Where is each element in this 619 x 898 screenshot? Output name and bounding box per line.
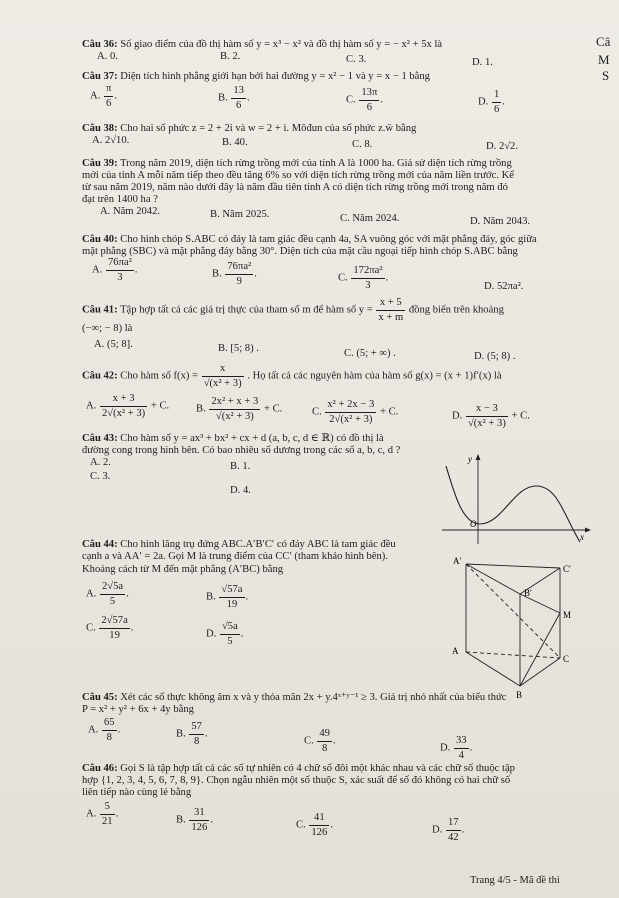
q42-option-c: C. $\frac{\text{x² + 2x − 3}}{\text{2√(x² + 3)}}$ + C. bbox=[312, 399, 399, 425]
q40-option-b: B. $\frac{\text{76πa²}}{9}$ . bbox=[212, 261, 257, 287]
q43-line-1: Câu 43: Cho hàm số y = ax³ + bx² + cx + d (a, b, c, d ∈ ℝ) có đồ thị là bbox=[82, 433, 384, 444]
q38-option-c: C. 8. bbox=[352, 139, 373, 150]
q41-line-2: (−∞; − 8) là bbox=[82, 323, 133, 334]
q46-line-3: liên tiếp nào cùng lẻ bằng bbox=[82, 787, 192, 798]
q42-option-b: B. $\frac{\text{2x² + x + 3}}{\text{√(x² + 3)}}$ + C. bbox=[196, 396, 283, 422]
q46-option-d: D. $\frac{17}{42}$ . bbox=[432, 817, 465, 843]
q37-text: Diện tích hình phẳng giới hạn bởi hai đường y = x² − 1 và y = x − 1 bằng bbox=[120, 71, 430, 82]
q37-stem bbox=[82, 70, 430, 84]
q43-line-2: đường cong trong hình bên. Có bao nhiêu số dương trong các số a, b, c, d ? bbox=[82, 445, 401, 456]
y-axis-label: y bbox=[468, 454, 472, 464]
q36-option-b: B. 2. bbox=[220, 51, 241, 62]
q37-option-d: D. $\frac{1}{6}$ . bbox=[478, 89, 505, 115]
q37-option-b: B. $\frac{13}{6}$ . bbox=[218, 85, 250, 111]
q41-label: Câu 41: bbox=[82, 304, 118, 316]
q41-option-d: D. (5; 8) . bbox=[474, 351, 516, 362]
q39-option-c: C. Năm 2024. bbox=[340, 213, 400, 224]
q39-line-4: đạt trên 1400 ha ? bbox=[82, 194, 158, 205]
q42-label: Câu 42: bbox=[82, 370, 118, 382]
q45-option-c: C. $\frac{49}{8}$ . bbox=[304, 728, 336, 754]
q39-option-a: A. Năm 2042. bbox=[100, 206, 161, 217]
q36-text: Số giao điểm của đồ thị hàm số y = x³ − x² và đồ thị hàm số y = − x² + 5x là bbox=[120, 39, 443, 50]
q44-label: Câu 44: bbox=[82, 539, 118, 550]
q40-line-2: mặt phẳng (SBC) và mặt phẳng đáy bằng 30°. Diện tích của mặt cầu ngoại tiếp hình chóp S.ABC bằng bbox=[82, 246, 518, 257]
label-a1: A′ bbox=[453, 556, 462, 566]
q45-line-2: P = x² + y² + 6x + 4y bằng bbox=[82, 704, 194, 715]
q41-option-b: B. [5; 8) . bbox=[218, 343, 259, 354]
q38-label: Câu 38: bbox=[82, 123, 118, 134]
edge-a1-b1 bbox=[466, 564, 520, 594]
q46-option-b: B. $\frac{31}{126}$ . bbox=[176, 807, 213, 833]
q40-option-d: D. 52πa². bbox=[484, 281, 524, 292]
q41-option-a: A. (5; 8]. bbox=[94, 339, 133, 350]
label-b1: B′ bbox=[524, 588, 532, 598]
q45-label: Câu 45: bbox=[82, 692, 118, 703]
label-m: M bbox=[563, 610, 572, 620]
q40-option-c: C. $\frac{\text{172πa²}}{3}$ . bbox=[338, 265, 389, 291]
q40-option-a: A. $\frac{\text{76πa²}}{3}$ . bbox=[92, 257, 138, 283]
q43-option-d: D. 4. bbox=[230, 485, 251, 496]
x-axis-arrow bbox=[585, 528, 591, 533]
q36-label: Câu 36: bbox=[82, 39, 118, 50]
margin-text-3: S bbox=[602, 68, 610, 83]
q44-prism-figure bbox=[448, 552, 578, 700]
label-b: B bbox=[516, 690, 523, 700]
q44-line-3: Khoảng cách từ M đến mặt phẳng (A′BC) bằng bbox=[82, 564, 284, 575]
origin-label: O bbox=[470, 519, 477, 529]
q45-line-1: Câu 45: Xét các số thực không âm x và y thỏa mãn 2x + y.4ˣ⁺ʸ⁻¹ ≥ 3. Giá trị nhỏ nhất của biểu thức bbox=[82, 692, 507, 703]
q42-option-a: A. $\frac{x + 3}{\text{2√(x² + 3)}}$ + C. bbox=[86, 393, 170, 419]
q42-line-1: Câu 42: Cho hàm số f(x) = $\frac{x}{\text{√(x² + 3)}}$ . Họ tất cả các nguyên hàm của hàm số g(x) = (x + 1)f′(x) là bbox=[82, 363, 502, 389]
q42-option-d: D. $\frac{x - 3}{\text{√(x² + 3)}}$ + C. bbox=[452, 403, 530, 429]
q40-label: Câu 40: bbox=[82, 234, 118, 245]
edge-b-c bbox=[520, 658, 560, 686]
q46-line-2: hợp {1, 2, 3, 4, 5, 6, 7, 8, 9}. Chọn ngẫu nhiên một số thuộc S, xác suất để số đó không có hai chữ số bbox=[82, 775, 511, 786]
edge-a-b bbox=[466, 652, 520, 686]
page-footer: Trang 4/5 - Mã đề thi bbox=[470, 875, 560, 886]
q44-line-2: cạnh a và AA′ = 2a. Gọi M là trung điểm của CC′ (tham khảo hình bên). bbox=[82, 551, 388, 562]
q45-option-a: A. $\frac{65}{8}$ . bbox=[88, 717, 121, 743]
q46-line-1: Câu 46: Gọi S là tập hợp tất cả các số tự nhiên có 4 chữ số đôi một khác nhau và các chữ số thuộc tập bbox=[82, 763, 515, 774]
q45-option-b: B. $\frac{57}{8}$ . bbox=[176, 721, 208, 747]
q39-line-2: mới của tỉnh A mỗi năm tiếp theo đều tăng 6% so với diện tích rừng trồng mới của năm liền trước. Kể bbox=[82, 170, 514, 181]
q39-line-1: Câu 39: Trong năm 2019, diện tích rừng trồng mới của tỉnh A là 1000 ha. Giả sử diện tích rừng trồng bbox=[82, 158, 512, 169]
q39-option-b: B. Năm 2025. bbox=[210, 209, 270, 220]
q44-option-c: C. $\frac{2√57a}{19}$ . bbox=[86, 615, 134, 641]
q38-option-b: B. 40. bbox=[222, 137, 248, 148]
label-c: C bbox=[563, 654, 570, 664]
q43-option-b: B. 1. bbox=[230, 461, 251, 472]
q43-option-a: A. 2. bbox=[90, 457, 111, 468]
q43-label: Câu 43: bbox=[82, 433, 118, 444]
x-axis-label: x bbox=[580, 532, 584, 542]
q36-option-c: C. 3. bbox=[346, 54, 367, 65]
y-axis-arrow bbox=[476, 454, 481, 460]
q36-option-a: A. 0. bbox=[97, 51, 118, 62]
edge-a1-c1 bbox=[466, 564, 560, 568]
q39-label: Câu 39: bbox=[82, 158, 118, 169]
edge-a1-c-hidden bbox=[466, 564, 560, 658]
q44-option-b: B. $\frac{√57a}{19}$ . bbox=[206, 584, 249, 610]
margin-text-2: M bbox=[598, 52, 610, 67]
q44-option-d: D. $\frac{√5a}{5}$ . bbox=[206, 621, 244, 647]
label-c1: C′ bbox=[563, 564, 571, 574]
q38-stem bbox=[82, 122, 416, 136]
edge-a-c-hidden bbox=[466, 652, 560, 658]
q38-option-d: D. 2√2. bbox=[486, 141, 519, 152]
q37-option-c: C. $\frac{13\pi}{6}$ . bbox=[346, 87, 383, 113]
q44-option-a: A. $\frac{2√5a}{5}$ . bbox=[86, 581, 129, 607]
q44-line-1: Câu 44: Cho hình lăng trụ đứng ABC.A′B′C′ có đáy ABC là tam giác đều bbox=[82, 539, 396, 550]
q46-option-c: C. $\frac{41}{126}$ . bbox=[296, 812, 333, 838]
q38-text: Cho hai số phức z = 2 + 2i và w = 2 + i. Môđun của số phức z.w̄ bằng bbox=[120, 123, 417, 134]
q38-option-a: A. 2√10. bbox=[92, 135, 130, 146]
q36-option-d: D. 1. bbox=[472, 57, 493, 68]
q41-line-1: Câu 41: Tập hợp tất cả các giá trị thực của tham số m để hàm số y = $\frac{x + 5}{x + m}$ đồng biến trên khoảng bbox=[82, 297, 504, 323]
q46-option-a: A. $\frac{5}{21}$ . bbox=[86, 801, 119, 827]
q40-line-1: Câu 40: Cho hình chóp S.ABC có đáy là tam giác đều cạnh 4a, SA vuông góc với mặt phẳng đáy, góc giữa bbox=[82, 234, 537, 245]
q39-line-3: từ sau năm 2019, năm nào dưới đây là năm đầu tiên tỉnh A có diện tích rừng trồng mới trong năm đó bbox=[82, 182, 508, 193]
q45-option-d: D. $\frac{33}{4}$ . bbox=[440, 735, 473, 761]
q37-option-a: A. $\frac{\pi}{6}$ . bbox=[90, 83, 117, 109]
cubic-curve bbox=[446, 466, 580, 542]
q43-option-c: C. 3. bbox=[90, 471, 111, 482]
q46-label: Câu 46: bbox=[82, 763, 118, 774]
q37-label: Câu 37: bbox=[82, 71, 118, 82]
q36-stem bbox=[82, 38, 442, 52]
margin-text-1: Câ bbox=[596, 34, 611, 49]
q43-cubic-graph bbox=[440, 452, 595, 547]
q39-option-d: D. Năm 2043. bbox=[470, 216, 531, 227]
label-a: A bbox=[452, 646, 459, 656]
q41-option-c: C. (5; + ∞) . bbox=[344, 348, 396, 359]
